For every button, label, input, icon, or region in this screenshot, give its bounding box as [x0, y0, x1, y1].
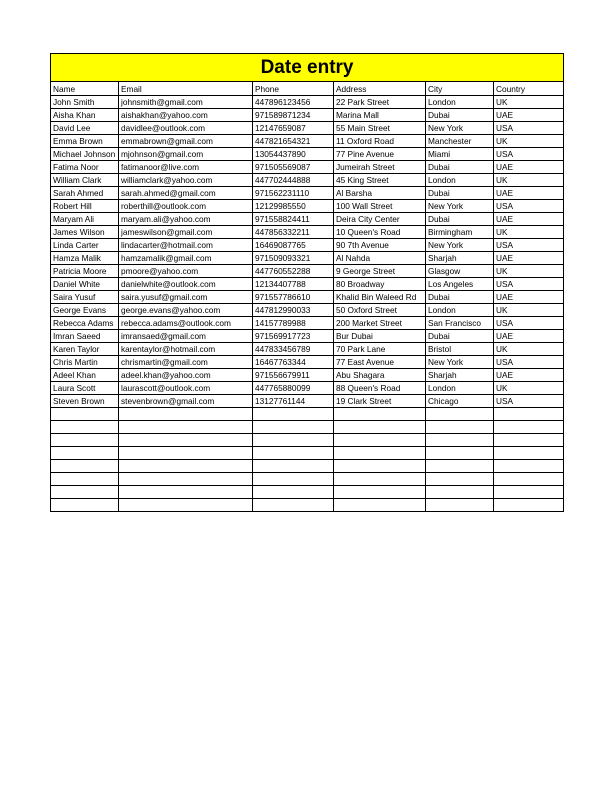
phone-cell[interactable]: 971558824411: [253, 213, 334, 226]
empty-cell[interactable]: [494, 447, 564, 460]
empty-cell[interactable]: [119, 447, 253, 460]
empty-cell[interactable]: [334, 473, 426, 486]
phone-cell[interactable]: 447812990033: [253, 304, 334, 317]
empty-cell[interactable]: [494, 460, 564, 473]
name-cell[interactable]: Imran Saeed: [51, 330, 119, 343]
empty-cell[interactable]: [253, 473, 334, 486]
empty-cell[interactable]: [494, 434, 564, 447]
empty-row: [51, 408, 564, 421]
header-row: [51, 82, 564, 96]
email-cell[interactable]: lindacarter@hotmail.com: [119, 239, 253, 252]
header-address[interactable]: Address: [334, 82, 426, 96]
email-cell[interactable]: chrismartin@gmail.com: [119, 356, 253, 369]
address-cell[interactable]: Abu Shagara: [334, 369, 426, 382]
address-cell[interactable]: Al Barsha: [334, 187, 426, 200]
address-cell[interactable]: 77 Pine Avenue: [334, 148, 426, 161]
country-cell[interactable]: USA: [494, 317, 564, 330]
address-cell[interactable]: 10 Queen's Road: [334, 226, 426, 239]
city-cell[interactable]: London: [426, 174, 494, 187]
table-row: [51, 330, 564, 343]
phone-cell[interactable]: 16469087765: [253, 239, 334, 252]
name-cell[interactable]: Fatima Noor: [51, 161, 119, 174]
city-cell[interactable]: London: [426, 304, 494, 317]
email-cell[interactable]: pmoore@yahoo.com: [119, 265, 253, 278]
country-cell[interactable]: UK: [494, 135, 564, 148]
table-row: [51, 395, 564, 408]
phone-cell[interactable]: 971562231110: [253, 187, 334, 200]
email-cell[interactable]: sarah.ahmed@gmail.com: [119, 187, 253, 200]
empty-cell[interactable]: [426, 447, 494, 460]
phone-cell[interactable]: 13054437890: [253, 148, 334, 161]
empty-cell[interactable]: [426, 421, 494, 434]
empty-cell[interactable]: [119, 421, 253, 434]
header-email[interactable]: Email: [119, 82, 253, 96]
city-cell[interactable]: Dubai: [426, 109, 494, 122]
empty-cell[interactable]: [51, 408, 119, 421]
empty-cell[interactable]: [494, 473, 564, 486]
empty-cell[interactable]: [494, 486, 564, 499]
name-cell[interactable]: Patricia Moore: [51, 265, 119, 278]
empty-cell[interactable]: [334, 486, 426, 499]
name-cell[interactable]: Chris Martin: [51, 356, 119, 369]
empty-cell[interactable]: [253, 447, 334, 460]
header-phone[interactable]: Phone: [253, 82, 334, 96]
city-cell[interactable]: Chicago: [426, 395, 494, 408]
email-cell[interactable]: karentaylor@hotmail.com: [119, 343, 253, 356]
empty-row: [51, 434, 564, 447]
name-cell[interactable]: Michael Johnson: [51, 148, 119, 161]
country-cell[interactable]: UK: [494, 265, 564, 278]
table-row: [51, 265, 564, 278]
address-cell[interactable]: 9 George Street: [334, 265, 426, 278]
country-cell[interactable]: USA: [494, 200, 564, 213]
phone-cell[interactable]: 971505569087: [253, 161, 334, 174]
name-cell[interactable]: James Wilson: [51, 226, 119, 239]
country-cell[interactable]: UAE: [494, 330, 564, 343]
country-cell[interactable]: UK: [494, 304, 564, 317]
address-cell[interactable]: 50 Oxford Street: [334, 304, 426, 317]
empty-cell[interactable]: [334, 447, 426, 460]
name-cell[interactable]: George Evans: [51, 304, 119, 317]
country-cell[interactable]: UAE: [494, 291, 564, 304]
country-cell[interactable]: USA: [494, 278, 564, 291]
header-city[interactable]: City: [426, 82, 494, 96]
empty-cell[interactable]: [494, 499, 564, 512]
address-cell[interactable]: 200 Market Street: [334, 317, 426, 330]
address-cell[interactable]: 11 Oxford Road: [334, 135, 426, 148]
address-cell[interactable]: Deira City Center: [334, 213, 426, 226]
empty-cell[interactable]: [334, 421, 426, 434]
name-cell[interactable]: Sarah Ahmed: [51, 187, 119, 200]
city-cell[interactable]: New York: [426, 356, 494, 369]
header-country[interactable]: Country: [494, 82, 564, 96]
email-cell[interactable]: davidlee@outlook.com: [119, 122, 253, 135]
table-row: [51, 174, 564, 187]
address-cell[interactable]: Jumeirah Street: [334, 161, 426, 174]
country-cell[interactable]: USA: [494, 395, 564, 408]
country-cell[interactable]: UAE: [494, 109, 564, 122]
email-cell[interactable]: adeel.khan@yahoo.com: [119, 369, 253, 382]
phone-cell[interactable]: 447702444888: [253, 174, 334, 187]
city-cell[interactable]: Miami: [426, 148, 494, 161]
empty-cell[interactable]: [51, 499, 119, 512]
table-row: [51, 369, 564, 382]
country-cell[interactable]: USA: [494, 356, 564, 369]
phone-cell[interactable]: 16467763344: [253, 356, 334, 369]
country-cell[interactable]: UK: [494, 226, 564, 239]
sheet-title[interactable]: Date entry: [51, 54, 564, 82]
empty-cell[interactable]: [426, 486, 494, 499]
name-cell[interactable]: Karen Taylor: [51, 343, 119, 356]
city-cell[interactable]: Bristol: [426, 343, 494, 356]
address-cell[interactable]: 45 King Street: [334, 174, 426, 187]
empty-cell[interactable]: [119, 408, 253, 421]
country-cell[interactable]: UAE: [494, 161, 564, 174]
empty-cell[interactable]: [119, 434, 253, 447]
empty-cell[interactable]: [253, 486, 334, 499]
table-row: [51, 252, 564, 265]
table-row: [51, 109, 564, 122]
header-name[interactable]: Name: [51, 82, 119, 96]
empty-cell[interactable]: [494, 408, 564, 421]
name-cell[interactable]: Daniel White: [51, 278, 119, 291]
email-cell[interactable]: stevenbrown@gmail.com: [119, 395, 253, 408]
address-cell[interactable]: 55 Main Street: [334, 122, 426, 135]
empty-cell[interactable]: [119, 473, 253, 486]
address-cell[interactable]: 77 East Avenue: [334, 356, 426, 369]
phone-cell[interactable]: 12129985550: [253, 200, 334, 213]
table-row: [51, 213, 564, 226]
country-cell[interactable]: UAE: [494, 187, 564, 200]
country-cell[interactable]: UK: [494, 96, 564, 109]
phone-cell[interactable]: 971569917723: [253, 330, 334, 343]
country-cell[interactable]: UK: [494, 343, 564, 356]
email-cell[interactable]: george.evans@yahoo.com: [119, 304, 253, 317]
empty-cell[interactable]: [253, 408, 334, 421]
name-cell[interactable]: Rebecca Adams: [51, 317, 119, 330]
phone-cell[interactable]: 447765880099: [253, 382, 334, 395]
address-cell[interactable]: 88 Queen's Road: [334, 382, 426, 395]
email-cell[interactable]: mjohnson@gmail.com: [119, 148, 253, 161]
table-row: [51, 317, 564, 330]
phone-cell[interactable]: 971509093321: [253, 252, 334, 265]
email-cell[interactable]: roberthill@outlook.com: [119, 200, 253, 213]
email-cell[interactable]: maryam.ali@yahoo.com: [119, 213, 253, 226]
empty-row: [51, 499, 564, 512]
city-cell[interactable]: Los Angeles: [426, 278, 494, 291]
phone-cell[interactable]: 14157789988: [253, 317, 334, 330]
country-cell[interactable]: UK: [494, 174, 564, 187]
table-row: [51, 304, 564, 317]
city-cell[interactable]: Glasgow: [426, 265, 494, 278]
city-cell[interactable]: Sharjah: [426, 369, 494, 382]
address-cell[interactable]: 19 Clark Street: [334, 395, 426, 408]
phone-cell[interactable]: 447896123456: [253, 96, 334, 109]
empty-cell[interactable]: [253, 460, 334, 473]
phone-cell[interactable]: 971557786610: [253, 291, 334, 304]
name-cell[interactable]: William Clark: [51, 174, 119, 187]
email-cell[interactable]: rebecca.adams@outlook.com: [119, 317, 253, 330]
country-cell[interactable]: USA: [494, 148, 564, 161]
name-cell[interactable]: Laura Scott: [51, 382, 119, 395]
empty-cell[interactable]: [426, 408, 494, 421]
table-row: [51, 122, 564, 135]
country-cell[interactable]: UAE: [494, 252, 564, 265]
phone-cell[interactable]: 447833456789: [253, 343, 334, 356]
empty-cell[interactable]: [426, 434, 494, 447]
name-cell[interactable]: Robert Hill: [51, 200, 119, 213]
name-cell[interactable]: Adeel Khan: [51, 369, 119, 382]
empty-cell[interactable]: [426, 460, 494, 473]
email-cell[interactable]: hamzamalik@gmail.com: [119, 252, 253, 265]
phone-cell[interactable]: 447856332211: [253, 226, 334, 239]
data-table: [50, 53, 564, 512]
empty-cell[interactable]: [494, 421, 564, 434]
table-row: [51, 200, 564, 213]
city-cell[interactable]: Dubai: [426, 291, 494, 304]
email-cell[interactable]: aishakhan@yahoo.com: [119, 109, 253, 122]
empty-cell[interactable]: [253, 421, 334, 434]
empty-cell[interactable]: [253, 499, 334, 512]
city-cell[interactable]: Dubai: [426, 330, 494, 343]
phone-cell[interactable]: 13127761144: [253, 395, 334, 408]
phone-cell[interactable]: 12147659087: [253, 122, 334, 135]
name-cell[interactable]: Linda Carter: [51, 239, 119, 252]
address-cell[interactable]: Al Nahda: [334, 252, 426, 265]
phone-cell[interactable]: 12134407788: [253, 278, 334, 291]
table-row: [51, 239, 564, 252]
empty-row: [51, 421, 564, 434]
email-cell[interactable]: saira.yusuf@gmail.com: [119, 291, 253, 304]
email-cell[interactable]: imransaed@gmail.com: [119, 330, 253, 343]
empty-row: [51, 486, 564, 499]
email-cell[interactable]: danielwhite@outlook.com: [119, 278, 253, 291]
email-cell[interactable]: laurascott@outlook.com: [119, 382, 253, 395]
spreadsheet: [50, 53, 563, 512]
address-cell[interactable]: 80 Broadway: [334, 278, 426, 291]
email-cell[interactable]: emmabrown@gmail.com: [119, 135, 253, 148]
empty-cell[interactable]: [51, 434, 119, 447]
table-row: [51, 135, 564, 148]
address-cell[interactable]: 22 Park Street: [334, 96, 426, 109]
address-cell[interactable]: 90 7th Avenue: [334, 239, 426, 252]
email-cell[interactable]: jameswilson@gmail.com: [119, 226, 253, 239]
empty-cell[interactable]: [119, 486, 253, 499]
city-cell[interactable]: San Francisco: [426, 317, 494, 330]
table-row: [51, 148, 564, 161]
address-cell[interactable]: 70 Park Lane: [334, 343, 426, 356]
country-cell[interactable]: USA: [494, 239, 564, 252]
table-row: [51, 96, 564, 109]
city-cell[interactable]: New York: [426, 239, 494, 252]
table-row: [51, 291, 564, 304]
phone-cell[interactable]: 971589871234: [253, 109, 334, 122]
city-cell[interactable]: Dubai: [426, 161, 494, 174]
city-cell[interactable]: London: [426, 96, 494, 109]
email-cell[interactable]: johnsmith@gmail.com: [119, 96, 253, 109]
name-cell[interactable]: David Lee: [51, 122, 119, 135]
address-cell[interactable]: 100 Wall Street: [334, 200, 426, 213]
city-cell[interactable]: Sharjah: [426, 252, 494, 265]
country-cell[interactable]: UAE: [494, 369, 564, 382]
name-cell[interactable]: Steven Brown: [51, 395, 119, 408]
name-cell[interactable]: Aisha Khan: [51, 109, 119, 122]
address-cell[interactable]: Marina Mall: [334, 109, 426, 122]
city-cell[interactable]: Dubai: [426, 213, 494, 226]
empty-row: [51, 447, 564, 460]
name-cell[interactable]: Emma Brown: [51, 135, 119, 148]
country-cell[interactable]: UK: [494, 382, 564, 395]
empty-cell[interactable]: [334, 460, 426, 473]
phone-cell[interactable]: 971556679911: [253, 369, 334, 382]
empty-cell[interactable]: [426, 473, 494, 486]
empty-cell[interactable]: [51, 447, 119, 460]
empty-cell[interactable]: [51, 460, 119, 473]
empty-cell[interactable]: [253, 434, 334, 447]
country-cell[interactable]: UAE: [494, 213, 564, 226]
city-cell[interactable]: Birmingham: [426, 226, 494, 239]
name-cell[interactable]: Saira Yusuf: [51, 291, 119, 304]
empty-cell[interactable]: [426, 499, 494, 512]
email-cell[interactable]: fatimanoor@live.com: [119, 161, 253, 174]
city-cell[interactable]: New York: [426, 122, 494, 135]
phone-cell[interactable]: 447760552288: [253, 265, 334, 278]
empty-row: [51, 460, 564, 473]
empty-cell[interactable]: [334, 434, 426, 447]
empty-cell[interactable]: [334, 499, 426, 512]
name-cell[interactable]: Hamza Malik: [51, 252, 119, 265]
empty-cell[interactable]: [51, 473, 119, 486]
country-cell[interactable]: USA: [494, 122, 564, 135]
empty-cell[interactable]: [119, 499, 253, 512]
title-row: [51, 54, 564, 82]
email-cell[interactable]: williamclark@yahoo.com: [119, 174, 253, 187]
address-cell[interactable]: Bur Dubai: [334, 330, 426, 343]
empty-cell[interactable]: [51, 421, 119, 434]
table-row: [51, 343, 564, 356]
empty-cell[interactable]: [119, 460, 253, 473]
city-cell[interactable]: London: [426, 382, 494, 395]
table-row: [51, 382, 564, 395]
name-cell[interactable]: John Smith: [51, 96, 119, 109]
table-row: [51, 161, 564, 174]
table-row: [51, 226, 564, 239]
table-row: [51, 187, 564, 200]
empty-cell[interactable]: [51, 486, 119, 499]
empty-row: [51, 473, 564, 486]
table-row: [51, 356, 564, 369]
empty-cell[interactable]: [334, 408, 426, 421]
phone-cell[interactable]: 447821654321: [253, 135, 334, 148]
address-cell[interactable]: Khalid Bin Waleed Rd: [334, 291, 426, 304]
name-cell[interactable]: Maryam Ali: [51, 213, 119, 226]
city-cell[interactable]: Manchester: [426, 135, 494, 148]
city-cell[interactable]: Dubai: [426, 187, 494, 200]
table-row: [51, 278, 564, 291]
city-cell[interactable]: New York: [426, 200, 494, 213]
